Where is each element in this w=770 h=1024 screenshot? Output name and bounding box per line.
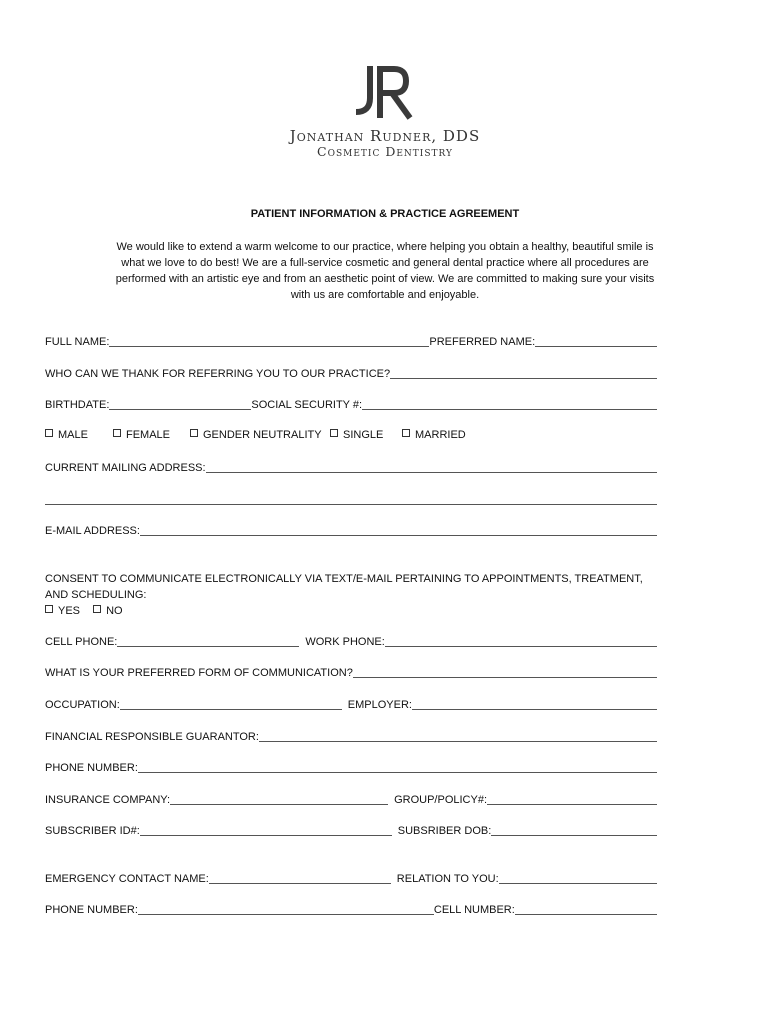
guarantor-phone-row bbox=[45, 760, 657, 774]
guarantor-field[interactable] bbox=[259, 731, 657, 742]
mailing-address-line-2[interactable] bbox=[45, 504, 657, 505]
checkbox-icon[interactable] bbox=[330, 429, 338, 437]
checkbox-icon[interactable] bbox=[113, 429, 121, 437]
emergency-cell-label: CELL NUMBER: bbox=[433, 904, 515, 916]
guarantor-label: FINANCIAL RESPONSIBLE GUARANTOR: bbox=[45, 731, 259, 743]
checkbox-icon[interactable] bbox=[190, 429, 198, 437]
consent-text: CONSENT TO COMMUNICATE ELECTRONICALLY VIA TEXT/E-MAIL PERTAINING TO APPOINTMENTS, TREATMENT, AND SCHEDULING: bbox=[45, 573, 643, 601]
practice-specialty: Cosmetic Dentistry bbox=[317, 144, 453, 159]
gender-neutrality-option[interactable]: GENDER NEUTRALITY bbox=[190, 429, 322, 441]
phone-row bbox=[45, 634, 657, 648]
email-label: E-MAIL ADDRESS: bbox=[45, 525, 140, 537]
preferred-name-field[interactable] bbox=[535, 336, 657, 347]
mailing-address-field[interactable] bbox=[206, 462, 657, 473]
single-option[interactable]: SINGLE bbox=[330, 429, 383, 441]
subscriber-row bbox=[45, 823, 657, 837]
cell-phone-field[interactable] bbox=[117, 636, 299, 647]
preferred-comm-field[interactable] bbox=[353, 667, 657, 678]
occupation-row bbox=[45, 697, 657, 711]
birthdate-row bbox=[45, 397, 657, 411]
email-field[interactable] bbox=[140, 525, 657, 536]
email-row bbox=[45, 523, 657, 537]
consent-yes-option[interactable]: YES bbox=[45, 605, 80, 617]
employer-field[interactable] bbox=[412, 699, 657, 710]
birthdate-label: BIRTHDATE: bbox=[45, 399, 110, 411]
emergency-phone-label: PHONE NUMBER: bbox=[45, 904, 138, 916]
jr-monogram-logo bbox=[350, 60, 420, 120]
birthdate-field[interactable] bbox=[109, 399, 251, 410]
welcome-paragraph: We would like to extend a warm welcome to our practice, where helping you obtain a healthy, beautiful smile is what we love to do best! We are a full-service cosmetic and general dental practice where all procedures are performed with an artistic eye and from an aesthetic point of view. We are committed to making sure your visits with us are comfortable and enjoyable. bbox=[115, 241, 655, 301]
employer-label: EMPLOYER: bbox=[347, 699, 412, 711]
married-option[interactable]: MARRIED bbox=[402, 429, 466, 441]
cell-phone-label: CELL PHONE: bbox=[45, 636, 118, 648]
full-name-label: FULL NAME: bbox=[45, 336, 110, 348]
guarantor-row bbox=[45, 729, 657, 743]
emergency-contact-field[interactable] bbox=[209, 873, 391, 884]
group-policy-field[interactable] bbox=[487, 794, 657, 805]
phone-number-label: PHONE NUMBER: bbox=[45, 762, 138, 774]
checkbox-icon[interactable] bbox=[93, 605, 101, 613]
referral-field[interactable] bbox=[390, 368, 657, 379]
mailing-address-label: CURRENT MAILING ADDRESS: bbox=[45, 462, 206, 474]
checkbox-icon[interactable] bbox=[45, 429, 53, 437]
female-option[interactable]: FEMALE bbox=[113, 429, 170, 441]
consent-section bbox=[45, 571, 657, 619]
emergency-phone-field[interactable] bbox=[138, 904, 434, 915]
mailing-address-row bbox=[45, 460, 657, 474]
subscriber-dob-label: SUBSRIBER DOB: bbox=[397, 825, 492, 837]
phone-number-field[interactable] bbox=[138, 762, 657, 773]
emergency-contact-row bbox=[45, 871, 657, 885]
emergency-cell-field[interactable] bbox=[515, 904, 657, 915]
consent-no-option[interactable]: NO bbox=[93, 605, 123, 617]
full-name-row bbox=[45, 334, 657, 348]
referral-row bbox=[45, 366, 657, 380]
preferred-name-label: PREFERRED NAME: bbox=[429, 336, 536, 348]
referral-label: WHO CAN WE THANK FOR REFERRING YOU TO OUR PRACTICE? bbox=[45, 368, 391, 380]
subscriber-id-field[interactable] bbox=[140, 825, 392, 836]
subscriber-dob-field[interactable] bbox=[491, 825, 657, 836]
preferred-comm-row bbox=[45, 665, 657, 679]
ssn-label: SOCIAL SECURITY #: bbox=[251, 399, 363, 411]
relation-field[interactable] bbox=[499, 873, 657, 884]
preferred-comm-label: WHAT IS YOUR PREFERRED FORM OF COMMUNICATION? bbox=[45, 667, 353, 679]
subscriber-id-label: SUBSCRIBER ID#: bbox=[45, 825, 140, 837]
occupation-field[interactable] bbox=[120, 699, 342, 710]
checkbox-icon[interactable] bbox=[45, 605, 53, 613]
ssn-field[interactable] bbox=[362, 399, 657, 410]
insurance-company-label: INSURANCE COMPANY: bbox=[45, 794, 171, 806]
practice-logo bbox=[0, 60, 770, 159]
form-title: PATIENT INFORMATION & PRACTICE AGREEMENT bbox=[250, 208, 520, 220]
work-phone-label: WORK PHONE: bbox=[305, 636, 385, 648]
insurance-row bbox=[45, 792, 657, 806]
full-name-field[interactable] bbox=[109, 336, 429, 347]
emergency-phone-row bbox=[45, 902, 657, 916]
practice-name: Jonathan Rudner, DDS bbox=[289, 127, 481, 145]
group-policy-label: GROUP/POLICY#: bbox=[394, 794, 488, 806]
male-option[interactable]: MALE bbox=[45, 429, 88, 441]
insurance-company-field[interactable] bbox=[170, 794, 388, 805]
work-phone-field[interactable] bbox=[385, 636, 657, 647]
checkbox-icon[interactable] bbox=[402, 429, 410, 437]
emergency-contact-label: EMERGENCY CONTACT NAME: bbox=[45, 873, 209, 885]
occupation-label: OCCUPATION: bbox=[45, 699, 120, 711]
relation-label: RELATION TO YOU: bbox=[396, 873, 499, 885]
